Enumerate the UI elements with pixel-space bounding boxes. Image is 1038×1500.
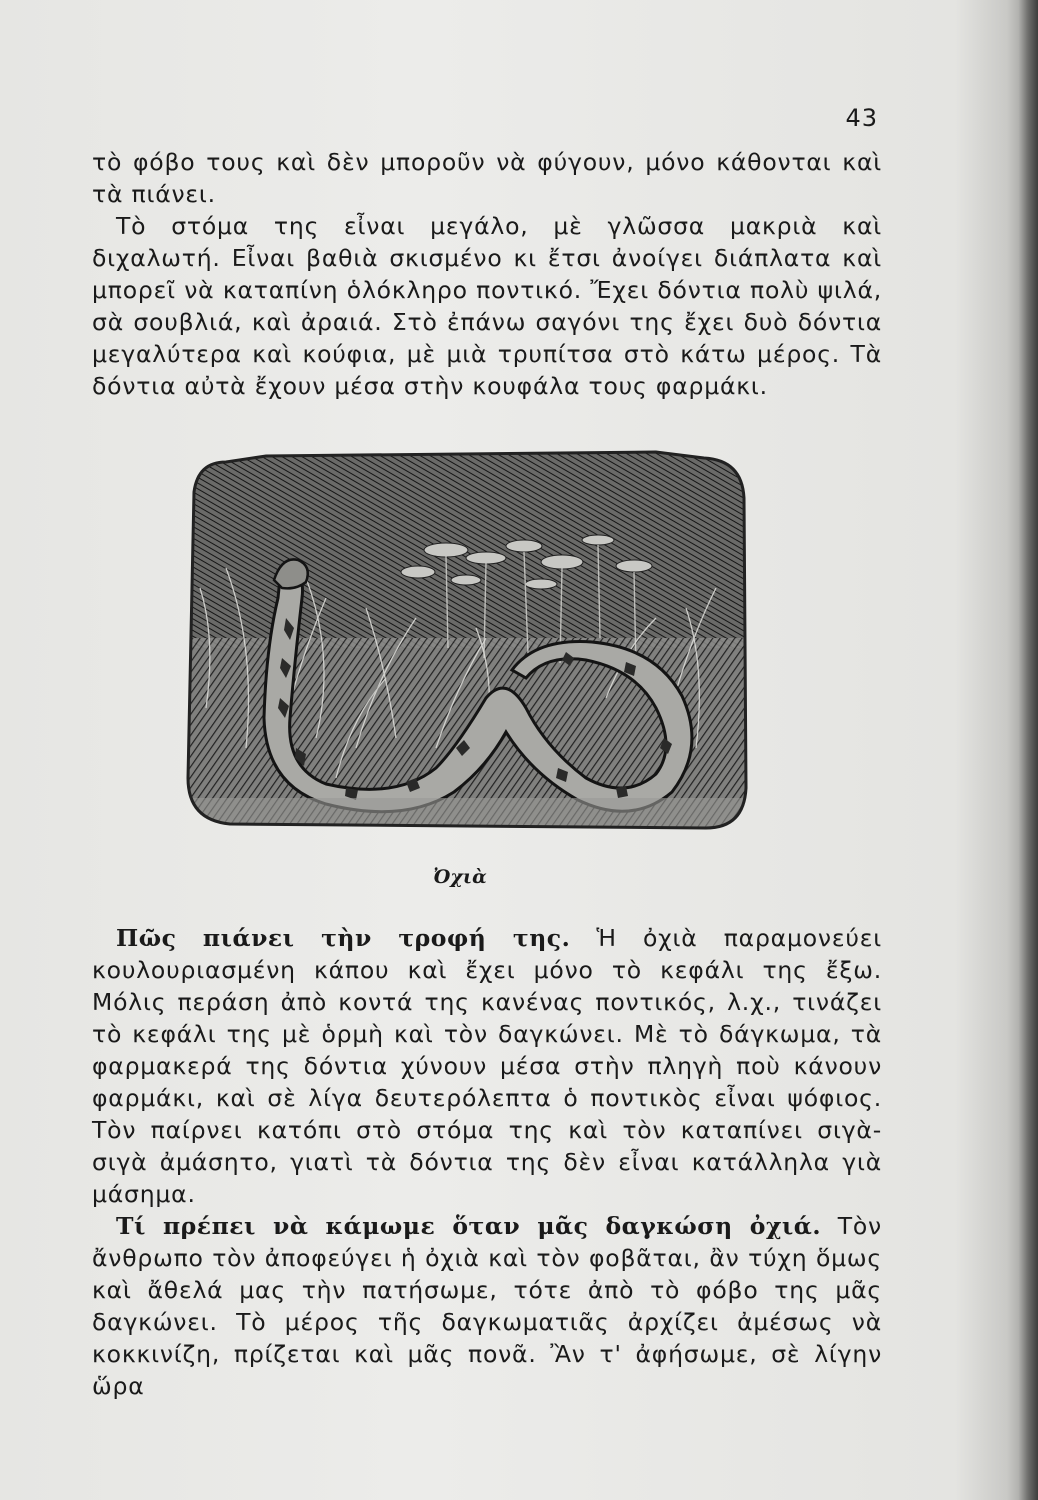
top-text-block [92, 146, 882, 402]
book-spine-shadow [1018, 0, 1038, 1500]
section-body: Ἡ ὀχιὰ παραμονεύει κουλουριασμένη κάπου καὶ ἔχει μόνο τὸ κεφάλι της ἔξω. Μόλις περάση ἀπὸ κοντά της κανένας ποντικός, λ.χ., τινάζει τὸ κεφάλι της μὲ ὁρμὴ καὶ τὸν δαγκώνει. Μὲ τὸ δάγκωμα, τὰ φαρμακερά της δόντια χύνουν μέσα στὴν πληγὴ ποὺ κάνουν φαρμάκι, καὶ σὲ λίγα δευτερόλεπτα ὁ ποντικὸς εἶναι ψόφιος. Τὸν παίρνει κατόπι στὸ στόμα της καὶ τὸν καταπίνει σιγὰ-σιγὰ ἀμάσητο, γιατὶ τὰ δόντια της δὲν εἶναι κατάλληλα γιὰ μάσημα. [92, 924, 882, 1208]
paragraph-mouth-description: Τὸ στόμα της εἶναι μεγάλο, μὲ γλῶσσα μακριὰ καὶ διχαλωτή. Εἶναι βαθιὰ σκισμένο κι ἔτσι ἀνοίγει διάπλατα καὶ μπορεῖ νὰ καταπίνη ὁλόκληρο ποντικό. Ἔχει δόντια πολὺ ψιλά, σὰ σουβλιά, καὶ ἀραιά. Στὸ ἐπάνω σαγόνι της ἔχει δυὸ δόντια μεγαλύτερα καὶ κούφια, μὲ μιὰ τρυπίτσα στὸ κάτω μέρος. Τὰ δόντια αὐτὰ ἔχουν μέσα στὴν κουφάλα τους φαρμάκι. [92, 212, 882, 400]
section-body: Τὸν ἄνθρωπο τὸν ἀποφεύγει ἡ ὀχιὰ καὶ τὸν φοβᾶται, ἂν τύχη ὅμως καὶ ἄθελά μας τὴν πατήσωμε, τότε ἀπὸ τὸ φόβο της μᾶς δαγκώνει. Τὸ μέρος τῆς δαγκωματιᾶς ἀρχίζει ἀμέσως νὰ κοκκινίζη, πρίζεται καὶ μᾶς πονᾶ. Ἂν τ' ἀφήσωμε, σὲ λίγην ὥρα [92, 1212, 882, 1400]
bottom-text-block [92, 922, 882, 1402]
section-what-to-do-if-bitten [92, 1210, 882, 1402]
figure-caption: Ὀχιὰ [433, 866, 487, 888]
section-how-it-catches-food [92, 922, 882, 1210]
section-heading: Τί πρέπει νὰ κάμωμε ὅταν μᾶς δαγκώση ὀχιά. [116, 1212, 822, 1240]
paragraph-continuation: τὸ φόβο τους καὶ δὲν μποροῦν νὰ φύγουν, μόνο κάθονται καὶ τὰ πιάνει. [92, 148, 882, 208]
viper-illustration-svg [186, 448, 748, 832]
section-heading: Πῶς πιάνει τὴν τροφή της. [116, 924, 571, 952]
viper-engraving [186, 448, 748, 832]
page-number: 43 [845, 104, 878, 132]
